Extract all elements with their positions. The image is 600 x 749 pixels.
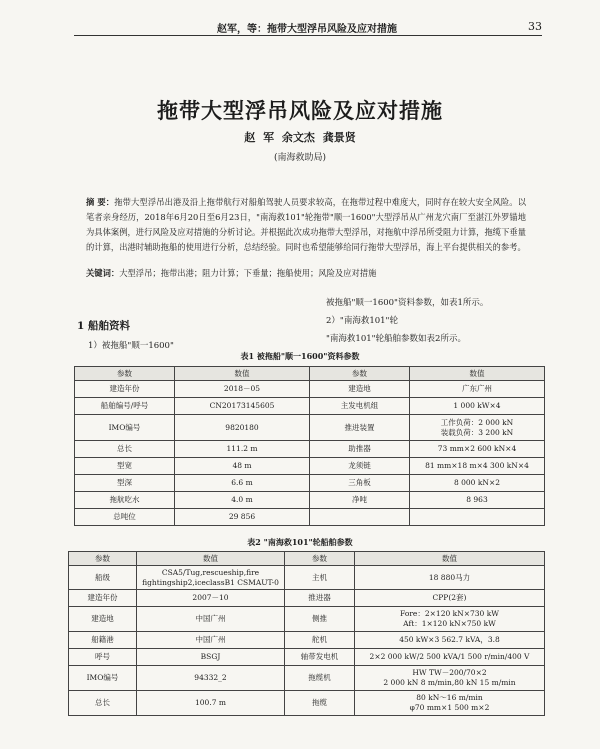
- table-cell: 建造年份: [69, 590, 137, 607]
- column-header: 参数: [69, 552, 137, 566]
- table-cell: 型深: [75, 475, 175, 492]
- table-cell: 1 000 kW×4: [410, 398, 545, 415]
- table-header-row: [75, 367, 545, 381]
- table-cell: 拖缆: [285, 691, 355, 716]
- table1-caption: 表1 被拖船"顺一1600"资料参数: [240, 351, 360, 361]
- table-cell: CSA5/Tug,rescueship,fire fightingship2,iceclassB1 CSMAUT-0: [137, 566, 285, 590]
- table1: [74, 366, 545, 526]
- table-row: [75, 415, 545, 441]
- right-col-line: 被拖船"顺一1600"资料参数，如表1所示。: [326, 298, 489, 308]
- table-cell: 三角板: [310, 475, 410, 492]
- column-header: 参数: [285, 552, 355, 566]
- table-cell: 80 kN～16 m/min φ70 mm×1 500 m×2: [355, 691, 545, 716]
- table2-caption: 表2 "南海救101"轮船舶参数: [247, 537, 353, 547]
- table-cell: CPP(2套): [355, 590, 545, 607]
- table-cell: 29 856: [175, 509, 310, 526]
- table-cell: 总吨位: [75, 509, 175, 526]
- table-row: [69, 590, 545, 607]
- table-cell: 拖缆机: [285, 666, 355, 691]
- subsection-heading: 1）被拖船"顺一1600": [88, 341, 174, 351]
- right-col-line: 2）"南海救101"轮: [326, 316, 398, 326]
- table-cell: 呼号: [69, 649, 137, 666]
- table-row: [69, 566, 545, 590]
- table-cell: 推进器: [285, 590, 355, 607]
- section-heading: 1 船舶资料: [77, 320, 130, 332]
- table-row: [69, 607, 545, 632]
- table-cell: 拖航吃水: [75, 492, 175, 509]
- table-row: [69, 632, 545, 649]
- table-cell: 9820180: [175, 415, 310, 441]
- table-cell: 中国广州: [137, 632, 285, 649]
- table-cell: 建造地: [69, 607, 137, 632]
- table-cell: 总长: [69, 691, 137, 716]
- table-cell: 4.0 m: [175, 492, 310, 509]
- table-cell: 助推器: [310, 441, 410, 458]
- table-cell: 龙须链: [310, 458, 410, 475]
- table-cell: 450 kW×3 562.7 kVA，3.8: [355, 632, 545, 649]
- table-row: [75, 381, 545, 398]
- table-cell: 8 963: [410, 492, 545, 509]
- table2: [68, 551, 545, 716]
- table-cell: 轴带发电机: [285, 649, 355, 666]
- table-cell: 8 000 kN×2: [410, 475, 545, 492]
- table-header-row: [69, 552, 545, 566]
- table-cell: 船籍港: [69, 632, 137, 649]
- table-cell: IMO编号: [69, 666, 137, 691]
- table-cell: 侧推: [285, 607, 355, 632]
- abstract-text: 拖带大型浮吊出港及沿上拖带航行对船舶驾驶人员要求较高，在拖带过程中难度大，同时存在较大安全风险。以笔者亲身经历，2018年6月20日至6月23日，"南海救101"轮拖带"顺一1600"大型浮吊从广州龙穴南厂至湛江外罗锚地为具体案例，进行风险及应对措施的分析讨论。并根据此次成功拖带大型浮吊，对拖航中浮吊所受阻力计算，拖缆下垂量的计算，出港时辅助拖船的使用进行分析，总结经验。同时也希望能够给同行拖带大型浮吊，海上平台提供相关的参考。: [86, 197, 526, 252]
- table-cell: 舵机: [285, 632, 355, 649]
- table-cell: BSGJ: [137, 649, 285, 666]
- table-cell: 48 m: [175, 458, 310, 475]
- abstract-label: 摘 要：: [86, 197, 115, 207]
- table-cell: 2018－05: [175, 381, 310, 398]
- table-cell: 73 mm×2 600 kN×4: [410, 441, 545, 458]
- right-col-line: "南海救101"轮船舶参数如表2所示。: [326, 334, 466, 344]
- table-cell: 总长: [75, 441, 175, 458]
- table-cell: 中国广州: [137, 607, 285, 632]
- column-header: 数值: [355, 552, 545, 566]
- table-cell: 推进装置: [310, 415, 410, 441]
- table-row: [75, 441, 545, 458]
- table-row: [69, 649, 545, 666]
- keywords: [86, 267, 526, 279]
- table-cell: [410, 509, 545, 526]
- table-cell: [310, 509, 410, 526]
- table-cell: 100.7 m: [137, 691, 285, 716]
- table-cell: 广东广州: [410, 381, 545, 398]
- table-cell: 2×2 000 kW/2 500 kVA/1 500 r/min/400 V: [355, 649, 545, 666]
- column-header: 参数: [310, 367, 410, 381]
- table-cell: 81 mm×18 m×4 300 kN×4: [410, 458, 545, 475]
- column-header: 参数: [75, 367, 175, 381]
- page-number: 33: [528, 20, 542, 33]
- table-row: [75, 492, 545, 509]
- keywords-label: 关键词：: [86, 268, 120, 278]
- table-row: [69, 691, 545, 716]
- table-cell: 94332_2: [137, 666, 285, 691]
- table-cell: 船级: [69, 566, 137, 590]
- page-header: [0, 20, 600, 38]
- column-header: 数值: [137, 552, 285, 566]
- table-cell: Fore：2×120 kN×730 kW Aft：1×120 kN×750 kW: [355, 607, 545, 632]
- table-row: [75, 458, 545, 475]
- affiliation: (南海救助局): [273, 153, 327, 163]
- keywords-text: 大型浮吊；拖带出港；阻力计算；下垂量；拖船使用；风险及应对措施: [119, 268, 377, 278]
- table-cell: 净吨: [310, 492, 410, 509]
- table-cell: 船舶编号/呼号: [75, 398, 175, 415]
- table-cell: 主机: [285, 566, 355, 590]
- table-cell: HW TW－200/70×2 2 000 kN 8 m/min,80 kN 15 m/min: [355, 666, 545, 691]
- table-cell: 2007－10: [137, 590, 285, 607]
- table-cell: 18 880马力: [355, 566, 545, 590]
- table-row: [75, 398, 545, 415]
- article-title: 拖带大型浮吊风险及应对措施: [157, 98, 443, 123]
- table-row: [75, 475, 545, 492]
- table-cell: 主发电机组: [310, 398, 410, 415]
- authors: 赵 军 余文杰 龚景贤: [244, 131, 356, 144]
- table-row: [69, 666, 545, 691]
- table-cell: CN20173145605: [175, 398, 310, 415]
- table-cell: 建造地: [310, 381, 410, 398]
- abstract: [86, 195, 526, 255]
- table-row: [75, 509, 545, 526]
- column-header: 数值: [410, 367, 545, 381]
- column-header: 数值: [175, 367, 310, 381]
- table-cell: 工作负荷：2 000 kN 装载负荷：3 200 kN: [410, 415, 545, 441]
- header-rule: [74, 35, 542, 36]
- table-cell: 6.6 m: [175, 475, 310, 492]
- table-cell: 111.2 m: [175, 441, 310, 458]
- table-cell: IMO编号: [75, 415, 175, 441]
- table-cell: 型宽: [75, 458, 175, 475]
- running-title: 赵军，等：拖带大型浮吊风险及应对措施: [217, 24, 397, 35]
- table-cell: 建造年份: [75, 381, 175, 398]
